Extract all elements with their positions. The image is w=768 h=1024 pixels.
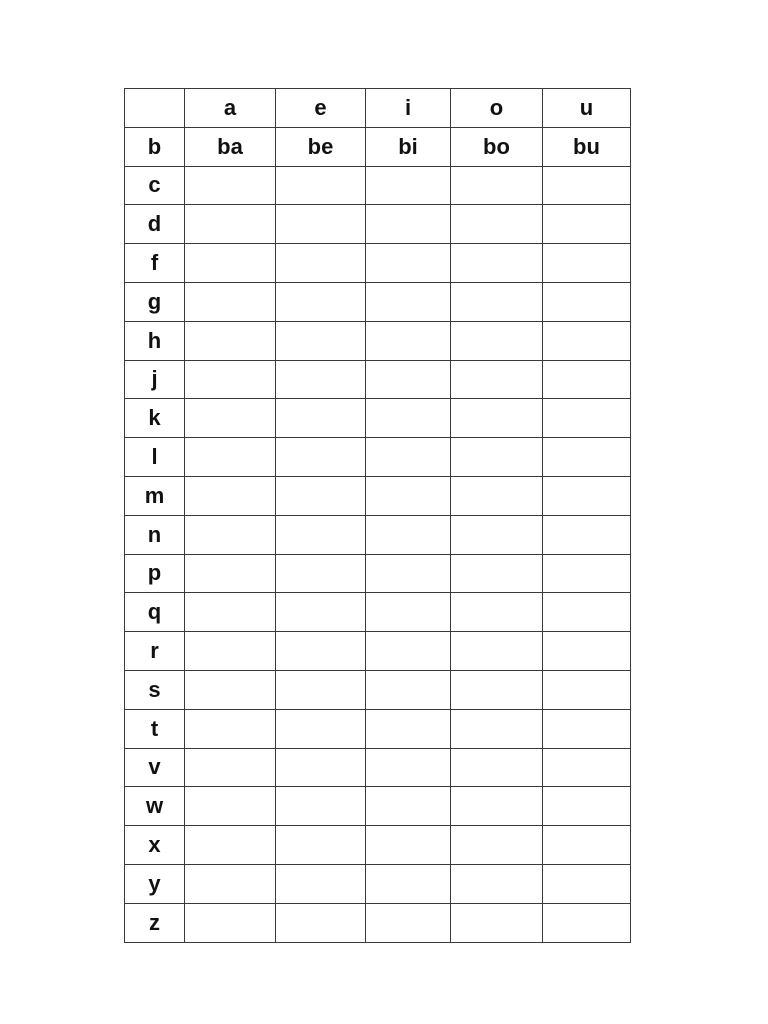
syllable-cell [185, 826, 276, 865]
syllable-cell [366, 709, 451, 748]
syllable-cell [276, 282, 366, 321]
syllable-cell [185, 554, 276, 593]
syllable-cell [451, 205, 543, 244]
syllable-cell [366, 593, 451, 632]
syllable-cell [543, 399, 631, 438]
consonant-label: s [125, 670, 185, 709]
table-row [125, 826, 631, 865]
table-row [125, 554, 631, 593]
syllable-cell [276, 399, 366, 438]
syllable-cell [185, 476, 276, 515]
consonant-label: t [125, 709, 185, 748]
syllable-cell [451, 360, 543, 399]
syllable-cell [451, 632, 543, 671]
syllable-cell [543, 709, 631, 748]
syllable-cell [451, 554, 543, 593]
consonant-label: v [125, 748, 185, 787]
syllable-table [124, 88, 631, 943]
syllable-cell [451, 593, 543, 632]
syllable-cell [543, 244, 631, 283]
syllable-cell [451, 864, 543, 903]
syllable-cell [185, 903, 276, 942]
syllable-cell [276, 709, 366, 748]
syllable-cell: bo [451, 127, 543, 166]
syllable-cell [185, 787, 276, 826]
syllable-cell [276, 166, 366, 205]
consonant-label: b [125, 127, 185, 166]
syllable-cell [543, 476, 631, 515]
syllable-cell [366, 166, 451, 205]
syllable-cell [276, 748, 366, 787]
syllable-cell [276, 476, 366, 515]
consonant-label: g [125, 282, 185, 321]
syllable-cell [276, 515, 366, 554]
syllable-cell [451, 399, 543, 438]
syllable-cell [276, 244, 366, 283]
vowel-header-a: a [185, 89, 276, 128]
syllable-cell [276, 554, 366, 593]
consonant-label: m [125, 476, 185, 515]
syllable-cell [185, 321, 276, 360]
table-row [125, 166, 631, 205]
table-row [125, 903, 631, 942]
consonant-label: j [125, 360, 185, 399]
syllable-cell [366, 903, 451, 942]
syllable-cell [543, 321, 631, 360]
syllable-cell [543, 282, 631, 321]
syllable-cell [366, 438, 451, 477]
syllable-cell [543, 438, 631, 477]
syllable-cell [366, 282, 451, 321]
table-row [125, 476, 631, 515]
syllable-cell [366, 321, 451, 360]
consonant-label: p [125, 554, 185, 593]
syllable-cell: bi [366, 127, 451, 166]
syllable-cell [366, 554, 451, 593]
table-row [125, 864, 631, 903]
syllable-cell [366, 826, 451, 865]
syllable-cell [185, 748, 276, 787]
syllable-cell [185, 632, 276, 671]
table-row [125, 670, 631, 709]
syllable-cell [185, 864, 276, 903]
syllable-cell [276, 632, 366, 671]
syllable-cell [451, 166, 543, 205]
table-row [125, 632, 631, 671]
syllable-cell [451, 787, 543, 826]
table-row [125, 282, 631, 321]
syllable-cell [366, 515, 451, 554]
table-row [125, 787, 631, 826]
syllable-cell [543, 360, 631, 399]
syllable-table-body [125, 127, 631, 942]
consonant-label: c [125, 166, 185, 205]
syllable-cell [451, 282, 543, 321]
syllable-cell [276, 593, 366, 632]
syllable-cell [543, 632, 631, 671]
vowel-header-u: u [543, 89, 631, 128]
syllable-cell: ba [185, 127, 276, 166]
syllable-cell [276, 903, 366, 942]
syllable-cell [543, 864, 631, 903]
table-row [125, 593, 631, 632]
syllable-cell [451, 321, 543, 360]
syllable-cell [185, 244, 276, 283]
syllable-cell [366, 476, 451, 515]
syllable-cell [543, 554, 631, 593]
table-row [125, 399, 631, 438]
table-row [125, 244, 631, 283]
syllable-cell [276, 321, 366, 360]
syllable-cell [185, 282, 276, 321]
syllable-cell [276, 787, 366, 826]
consonant-label: y [125, 864, 185, 903]
vowel-header-row [125, 89, 631, 128]
syllable-cell [276, 438, 366, 477]
syllable-worksheet [124, 88, 631, 943]
syllable-cell [276, 670, 366, 709]
syllable-cell [451, 709, 543, 748]
syllable-cell [276, 360, 366, 399]
consonant-label: f [125, 244, 185, 283]
table-row [125, 360, 631, 399]
syllable-cell [366, 632, 451, 671]
syllable-cell [543, 205, 631, 244]
syllable-cell [185, 593, 276, 632]
syllable-cell [366, 748, 451, 787]
vowel-header-i: i [366, 89, 451, 128]
syllable-cell [451, 826, 543, 865]
table-row [125, 321, 631, 360]
syllable-cell [185, 709, 276, 748]
consonant-label: q [125, 593, 185, 632]
consonant-label: x [125, 826, 185, 865]
table-row [125, 748, 631, 787]
consonant-label: n [125, 515, 185, 554]
syllable-cell [451, 903, 543, 942]
consonant-label: r [125, 632, 185, 671]
syllable-cell [185, 670, 276, 709]
syllable-cell [543, 515, 631, 554]
consonant-label: k [125, 399, 185, 438]
consonant-label: z [125, 903, 185, 942]
syllable-cell [543, 670, 631, 709]
syllable-cell [185, 360, 276, 399]
syllable-cell [366, 399, 451, 438]
table-row [125, 438, 631, 477]
syllable-cell [366, 244, 451, 283]
consonant-label: l [125, 438, 185, 477]
syllable-cell [543, 593, 631, 632]
syllable-cell [543, 166, 631, 205]
syllable-cell [543, 903, 631, 942]
syllable-cell [276, 864, 366, 903]
consonant-label: d [125, 205, 185, 244]
syllable-cell [451, 515, 543, 554]
syllable-cell [451, 670, 543, 709]
table-row [125, 515, 631, 554]
table-row [125, 709, 631, 748]
syllable-cell [185, 515, 276, 554]
syllable-cell [185, 205, 276, 244]
syllable-cell [451, 244, 543, 283]
syllable-cell [451, 748, 543, 787]
vowel-header-o: o [451, 89, 543, 128]
syllable-cell [451, 476, 543, 515]
syllable-cell: bu [543, 127, 631, 166]
table-row [125, 205, 631, 244]
syllable-cell [451, 438, 543, 477]
syllable-cell [276, 826, 366, 865]
syllable-cell [185, 166, 276, 205]
syllable-cell [366, 360, 451, 399]
vowel-header-e: e [276, 89, 366, 128]
syllable-cell: be [276, 127, 366, 166]
syllable-cell [185, 399, 276, 438]
syllable-cell [366, 670, 451, 709]
corner-cell [125, 89, 185, 128]
syllable-cell [185, 438, 276, 477]
syllable-cell [366, 205, 451, 244]
consonant-label: w [125, 787, 185, 826]
consonant-label: h [125, 321, 185, 360]
syllable-cell [543, 748, 631, 787]
table-row [125, 127, 631, 166]
syllable-cell [543, 826, 631, 865]
syllable-cell [543, 787, 631, 826]
syllable-cell [276, 205, 366, 244]
syllable-cell [366, 787, 451, 826]
syllable-cell [366, 864, 451, 903]
